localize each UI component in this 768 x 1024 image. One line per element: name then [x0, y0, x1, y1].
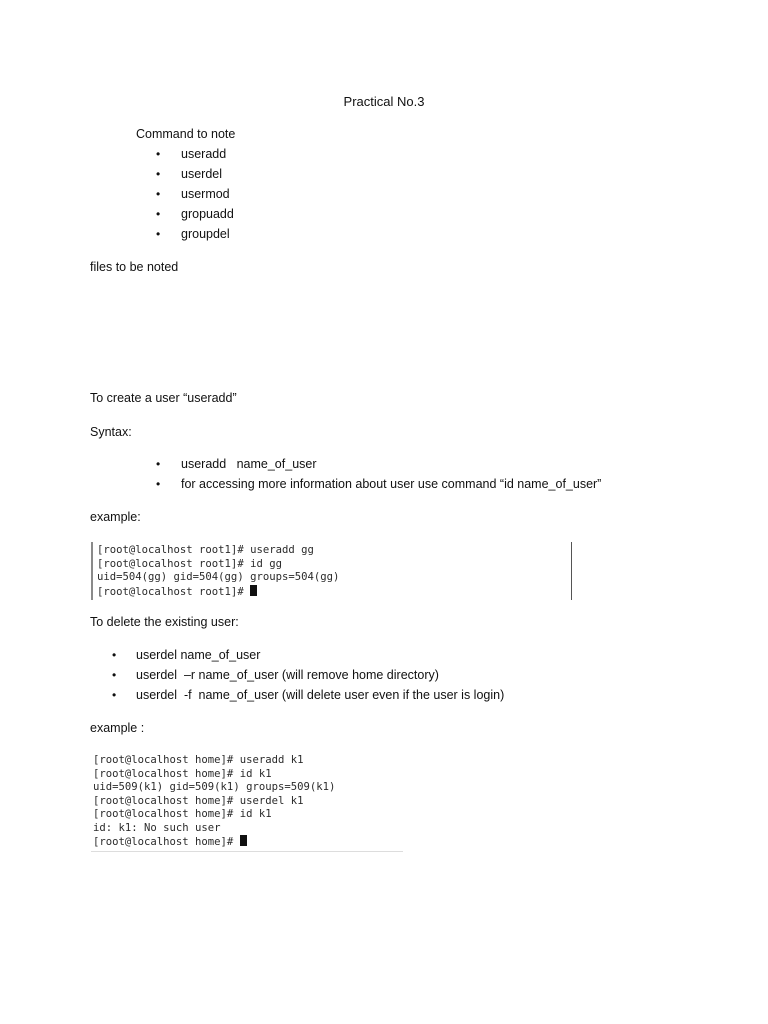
terminal-line: [root@localhost home]# id k1 — [93, 767, 272, 780]
page-title: Practical No.3 — [343, 94, 425, 109]
bullet-icon: • — [156, 227, 161, 241]
terminal-line: [root@localhost home]# userdel k1 — [93, 794, 304, 807]
terminal-line: [root@localhost home]# useradd k1 — [93, 754, 304, 766]
bullet-icon: • — [112, 688, 117, 702]
bullet-icon: • — [156, 207, 161, 221]
terminal-line: [root@localhost home]# id k1 — [93, 808, 272, 820]
bullet-icon: • — [156, 167, 161, 181]
terminal-line: [root@localhost root1]# — [97, 585, 571, 599]
syntax-label: Syntax: — [90, 425, 132, 439]
bullet-icon: • — [112, 648, 117, 662]
delete-user-heading: To delete the existing user: — [90, 615, 239, 629]
commands-heading: Command to note — [136, 127, 236, 141]
terminal-screenshot — [91, 542, 572, 600]
terminal-line: [root@localhost home]# — [93, 835, 403, 849]
bullet-icon: • — [156, 457, 161, 471]
files-heading: files to be noted — [90, 260, 179, 274]
bullet-icon: • — [156, 477, 161, 491]
terminal-line: id: k1: No such user — [93, 821, 221, 834]
terminal-screenshot — [91, 754, 403, 852]
terminal-line: uid=509(k1) gid=509(k1) groups=509(k1) — [93, 781, 336, 793]
bullet-icon: • — [156, 187, 161, 201]
terminal-line: [root@localhost root1]# useradd gg — [97, 544, 314, 556]
example-label: example : — [90, 721, 145, 735]
terminal-line: [root@localhost root1]# id gg — [97, 557, 282, 570]
terminal-cursor — [240, 835, 247, 846]
bullet-icon: • — [112, 668, 117, 682]
example-label: example: — [90, 510, 141, 524]
terminal-line: uid=504(gg) gid=504(gg) groups=504(gg) — [97, 571, 340, 583]
bullet-icon: • — [156, 147, 161, 161]
terminal-cursor — [250, 585, 257, 596]
create-user-heading: To create a user “useradd” — [90, 391, 237, 405]
